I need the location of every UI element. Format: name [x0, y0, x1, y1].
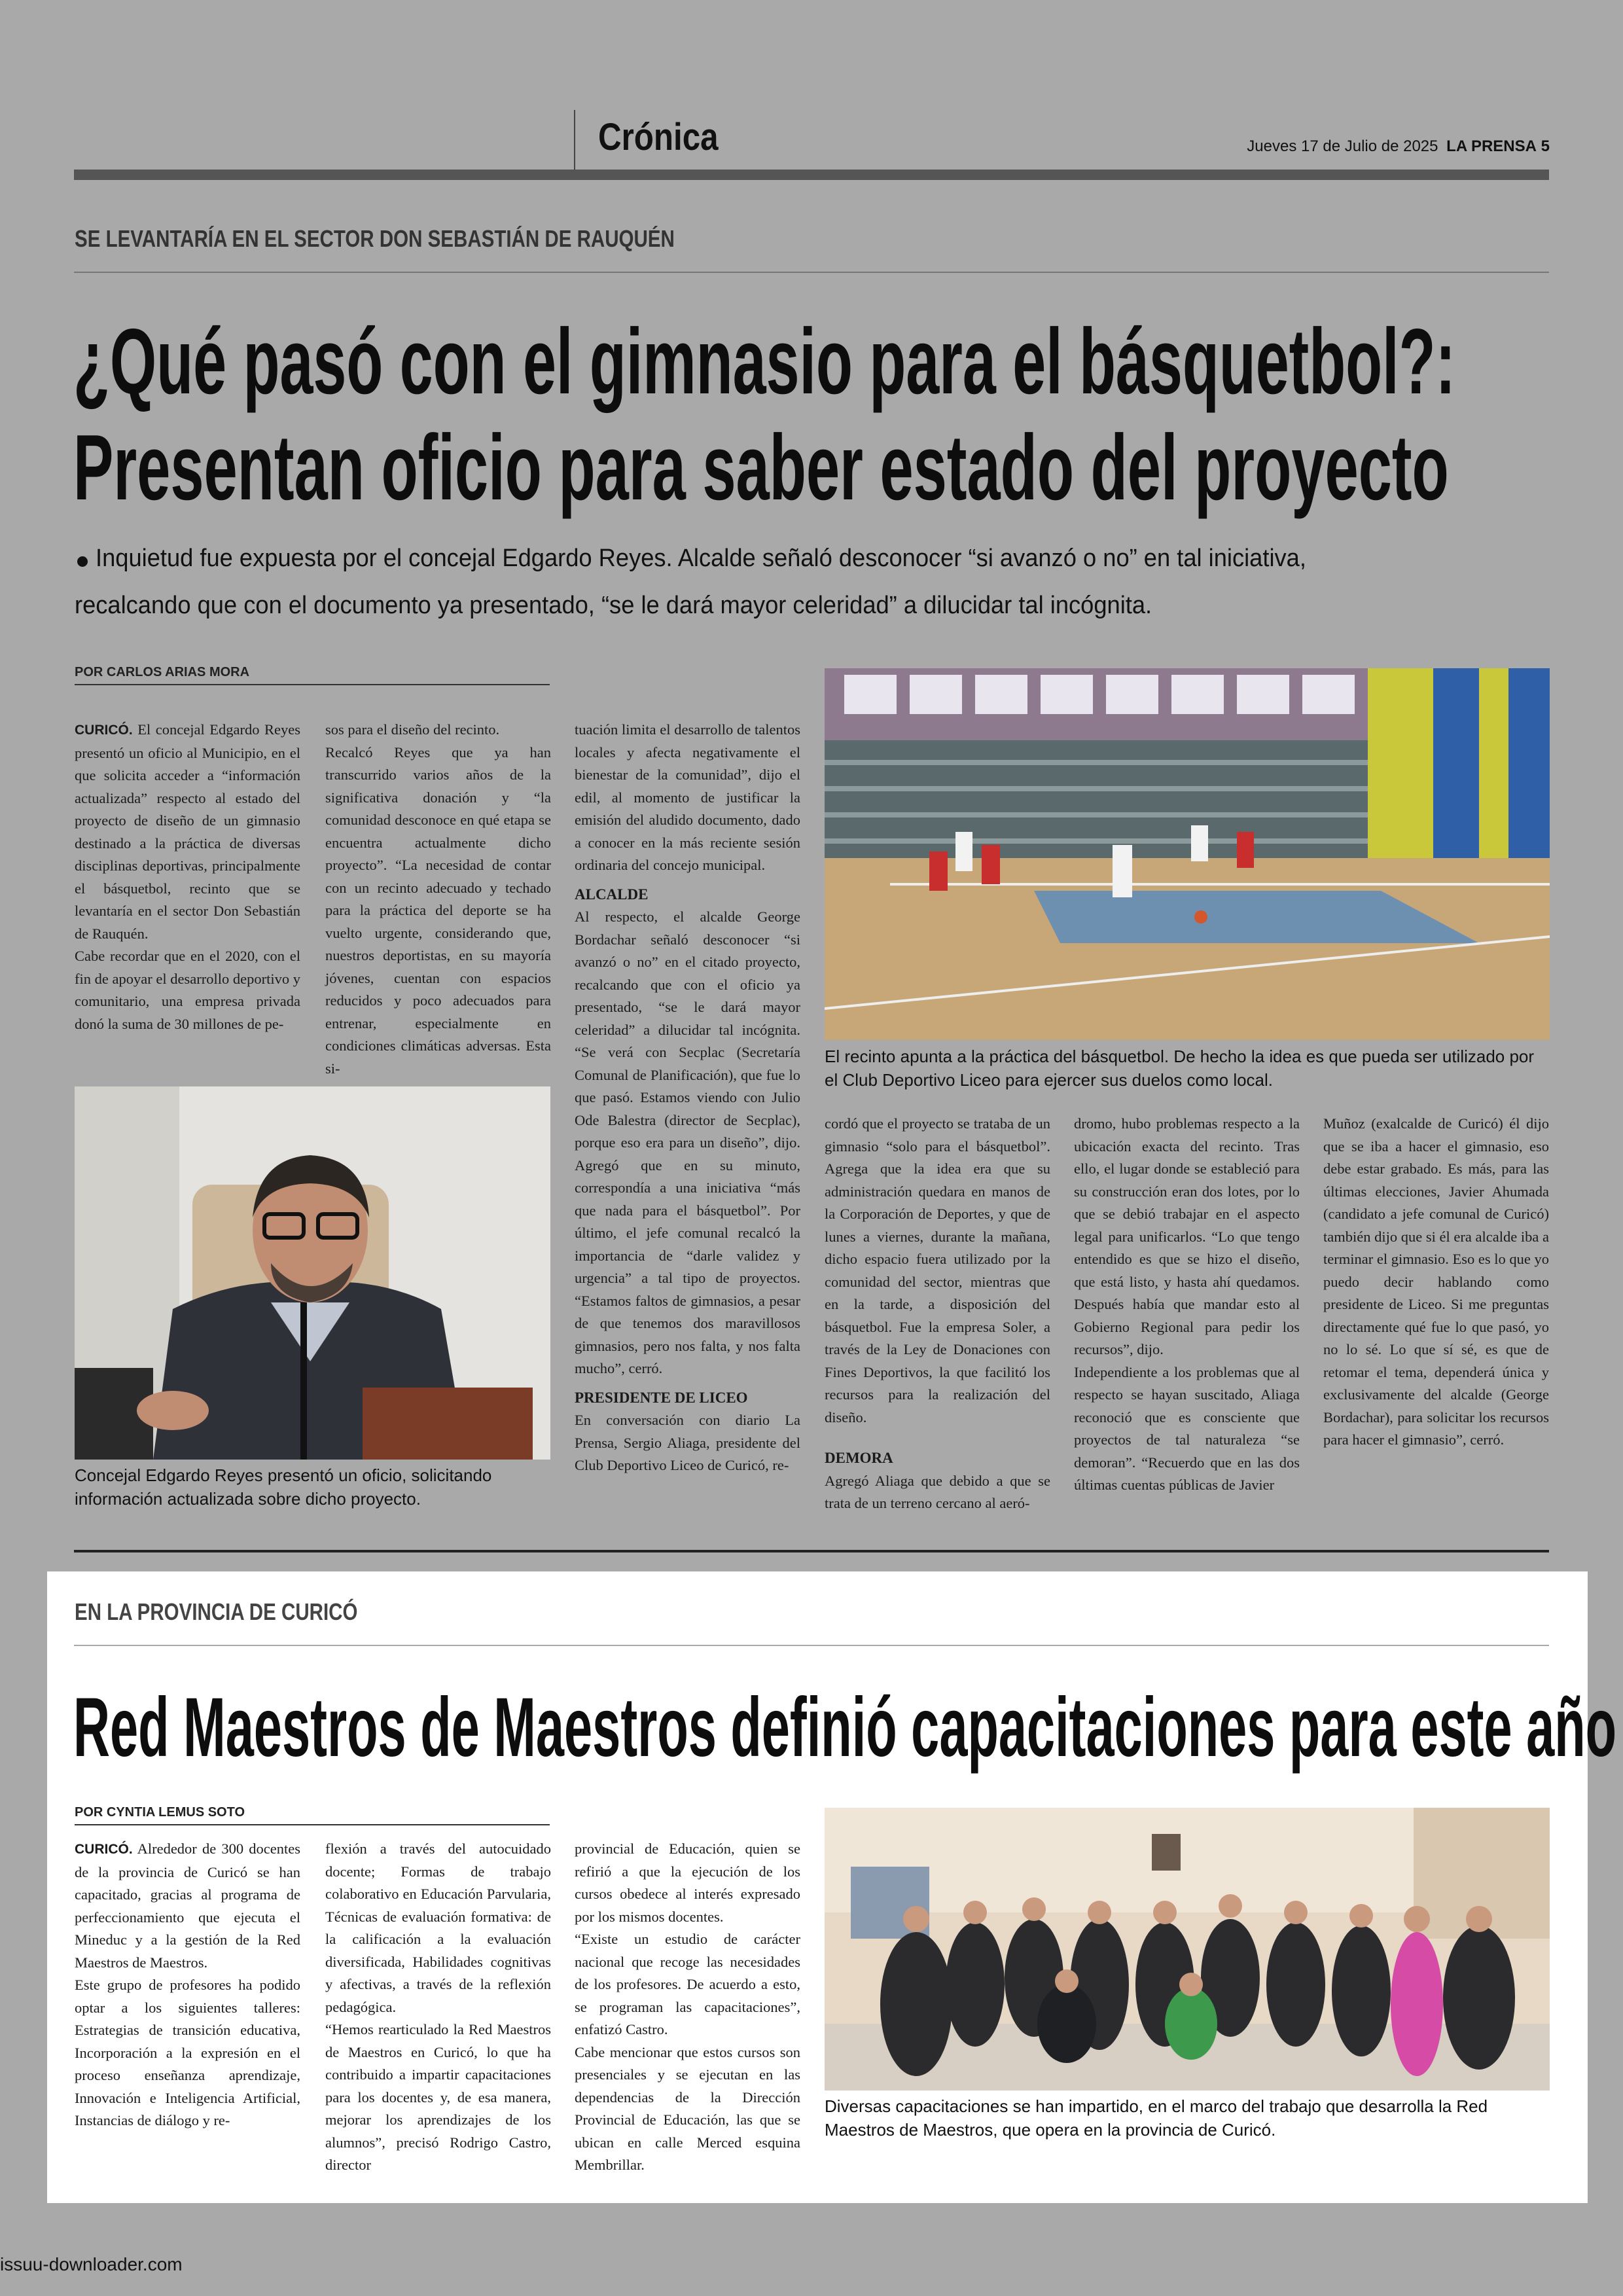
page-number: 5 [1541, 137, 1550, 155]
paragraph: “Existe un estudio de carácter nacional que recoge las necesidades de los profesores. De acuerdo a esto, se programan las capacitaciones”, enfatizó Castro. [575, 1931, 800, 2037]
article1-column-5 [1074, 1113, 1300, 1497]
article1-headline-line1: ¿Qué pasó con el gimnasio para el básquetbol?: [73, 310, 1456, 414]
paragraph: Alrededor de 300 docentes de la provincia de Curicó se han capacitado, gracias al programa de perfeccionamiento que ejecuta el Mineduc y a la gestión de la Red Maestros de Maestros. [75, 1840, 300, 1971]
group-photo [825, 1808, 1550, 2090]
article1-column-1 [75, 719, 300, 1035]
paragraph: Cabe mencionar que estos cursos son presenciales y se ejecutan en las dependencias de la Dirección Provincial de Educación, las que se ubican en calle Merced esquina Membrillar. [575, 2043, 800, 2173]
portrait-photo [75, 1086, 550, 1460]
header-rule [74, 170, 1549, 180]
paragraph: tuación limita el desarrollo de talentos locales y afecta negativamente el bienestar de la comunidad”, dijo el edil, al momento de justificar la emisión del aludido documento, dado a conocer en la más reciente sesión ordinaria del concejo municipal. [575, 721, 800, 873]
header-date-line [1247, 137, 1550, 156]
paragraph: En conversación con diario La Prensa, Sergio Aliaga, presidente del Club Deportivo Liceo de Curicó, re- [575, 1412, 800, 1473]
article1-column-3 [575, 719, 800, 1477]
article1-byline: POR CARLOS ARIAS MORA [75, 665, 550, 685]
kicker-rule [74, 272, 1549, 273]
paragraph: Cabe recordar que en el 2020, con el fin de apoyar el desarrollo deportivo y comunitario, una empresa privada donó la suma de 30 millones de pe- [75, 948, 300, 1032]
article2-column-1 [75, 1838, 300, 2132]
subhead-alcalde: ALCALDE [575, 886, 649, 903]
paragraph: Este grupo de profesores ha podido optar a los siguientes talleres: Estrategias de transición educativa, Incorporación a la expresión en el proceso enseñanza aprendizaje, Innovación e Inteligencia Artificial, Instancias de diálogo y re- [75, 1977, 300, 2128]
article2-headline: Red Maestros de Maestros definió capacitaciones para este año [73, 1681, 1617, 1774]
basketball-photo [825, 668, 1550, 1040]
paragraph: sos para el diseño del recinto. [325, 721, 500, 738]
article1-kicker: SE LEVANTARÍA EN EL SECTOR DON SEBASTIÁN DE RAUQUÉN [75, 225, 675, 252]
paragraph: Al respecto, el alcalde George Bordachar señaló desconocer “si avanzó o no” en el citado proyecto, recalcando que con el oficio ya presentado, “se le dará mayor celeridad” a dilucidar tal incógnita. “Se verá con Secplac (Secretaría Comunal de Planificación), que fue lo que pasó. Estamos viendo con Julio Ode Balestra (director de Secplac), porque eso era para un diseño”, dijo. Agregó que en su minuto, correspondía a una iniciativa “más que nada para el básquetbol”. Por último, el jefe comunal recalcó la importancia de “darle validez y urgencia” a tal tipo de proyectos. “Estamos faltos de gimnasios, a pesar de que tenemos dos maravillosos gimnasios, pero nos falta, y nos falta mucho”, cerró. [575, 908, 800, 1376]
portrait-caption: Concejal Edgardo Reyes presentó un oficio, solicitando información actualizada sobre dicho proyecto. [75, 1465, 492, 1509]
article1-deck-line2: recalcando que con el documento ya presentado, “se le dará mayor celeridad” a dilucidar tal incógnita. [75, 592, 1152, 619]
header-divider-vertical [574, 110, 575, 170]
deck-bullet [77, 556, 88, 567]
subhead-demora: DEMORA [825, 1450, 893, 1466]
article2-kicker-rule [74, 1645, 1549, 1646]
article1-column-2 [325, 719, 551, 1080]
article1-deck-line1: Inquietud fue expuesta por el concejal Edgardo Reyes. Alcalde señaló desconocer “si avanzó o no” en tal iniciativa, [96, 545, 1306, 572]
article2-column-2 [325, 1838, 551, 2177]
article2-byline: POR CYNTIA LEMUS SOTO [75, 1805, 550, 1825]
paragraph: Agregó Aliaga que debido a que se trata de un terreno cercano al aeró- [825, 1472, 1050, 1511]
paragraph: provincial de Educación, quien se refirió a que la ejecución de los cursos obedece al interés expresado por los mismos docentes. [575, 1840, 800, 1925]
subhead-presidente: PRESIDENTE DE LICEO [575, 1389, 748, 1406]
article-divider [74, 1550, 1549, 1552]
article1-headline-line2: Presentan oficio para saber estado del proyecto [73, 416, 1449, 520]
paragraph: Muñoz (exalcalde de Curicó) él dijo que se iba a hacer el gimnasio, eso debe estar grabado. Es más, para las últimas elecciones, Javier Ahumada (candidato a jefe comunal de Curicó) también dijo que si él era alcalde iba a terminar el gimnasio. Eso es lo que yo puedo decir hablando como presidente de Liceo. Si me preguntas directamente qué fue lo que pasó, yo no lo sé. Lo que sí sé, es que de retomar el tema, dependerá única y exclusivamente del alcalde (George Bordachar), para solicitar los recursos para hacer el gimnasio”, cerró. [1323, 1115, 1549, 1448]
header-date: Jueves 17 de Julio de 2025 [1247, 137, 1438, 155]
article1-column-4 [825, 1113, 1050, 1515]
paragraph: cordó que el proyecto se trataba de un gimnasio “solo para el básquetbol”. Agrega que la idea era que su administración quedara en manos de la Corporación de Deportes, y que de lunes a viernes, durante la mañana, dicho espacio fuera utilizado por la comunidad del sector, mientras que en la tarde, a disposición del básquetbol. Fue la empresa Soler, a través de la Ley de Donaciones con Fines Deportivos, la que facilitó los recursos para la realización del diseño. [825, 1115, 1050, 1426]
paragraph: El concejal Edgardo Reyes presentó un oficio al Municipio, en el que solicita acceder a “información actualizada” respecto al estado del proyecto de diseño de un gimnasio destinado a la práctica de diversas disciplinas deportivas, principalmente el básquetbol, recinto que se levantaría en el sector Don Sebastián de Rauquén. [75, 721, 301, 942]
article1-column-6 [1323, 1113, 1549, 1452]
section-title: Crónica [598, 116, 719, 158]
group-illustration [825, 1808, 1550, 2090]
paragraph: Independiente a los problemas que al respecto se hayan suscitado, Aliaga reconoció que es consciente que proyectos de tal naturaleza “se demoran”. “Recuerdo que en las dos últimas cuentas públicas de Javier [1074, 1363, 1300, 1493]
dateline: CURICÓ. [75, 1842, 133, 1857]
dateline: CURICÓ. [75, 723, 133, 738]
watermark: issuu-downloader.com [0, 2254, 183, 2274]
paragraph: “Hemos rearticulado la Red Maestros de Maestros en Curicó, lo que ha contribuido a impartir capacitaciones para los docentes y, de esa manera, mejorar los aprendizajes de los alumnos”, precisó Rodrigo Castro, director [325, 2021, 551, 2173]
group-photo-caption: Diversas capacitaciones se han impartido, en el marco del trabajo que desarrolla la Red Maestros de Maestros, que opera en la provincia de Curicó. [825, 2096, 1488, 2140]
portrait-illustration [75, 1086, 550, 1460]
article2-kicker: EN LA PROVINCIA DE CURICÓ [75, 1598, 358, 1625]
article2-column-3 [575, 1838, 800, 2177]
gym-illustration [825, 668, 1550, 1040]
paragraph: flexión a través del autocuidado docente; Formas de trabajo colaborativo en Educación Parvularia, Técnicas de evaluación formativa: de la calificación a la evaluación diversificada, Habilidades cognitivas y afectivas, a través de la reflexión pedagógica. [325, 1840, 551, 2015]
basketball-photo-caption: El recinto apunta a la práctica del básquetbol. De hecho la idea es que pueda ser utilizado por el Club Deportivo Liceo para ejercer sus duelos como local. [825, 1047, 1535, 1090]
paragraph: dromo, hubo problemas respecto a la ubicación exacta del recinto. Tras ello, el lugar donde se estableció para su construcción eran dos lotes, por lo que se debió trabajar en el aspecto legal para unificarlos. “Lo que tengo entendido es que se hizo el diseño, que está listo, y hasta ahí quedamos. Después había que mandar esto al Gobierno Regional para pedir los recursos”, dijo. [1074, 1115, 1300, 1357]
paragraph: Recalcó Reyes que ya han transcurrido varios años de la significativa donación y “la comunidad desconoce en qué etapa se encuentra actualmente dicho proyecto”. “La necesidad de contar con un recinto adecuado y techado para la práctica del deporte se ha vuelto urgente, considerando que, nuestros deportistas, en su mayoría jóvenes, cuentan con espacios reducidos y poco adecuados para entrenar, especialmente en condiciones climáticas adversas. Esta si- [325, 744, 551, 1077]
paper-name: LA PRENSA [1446, 137, 1537, 155]
